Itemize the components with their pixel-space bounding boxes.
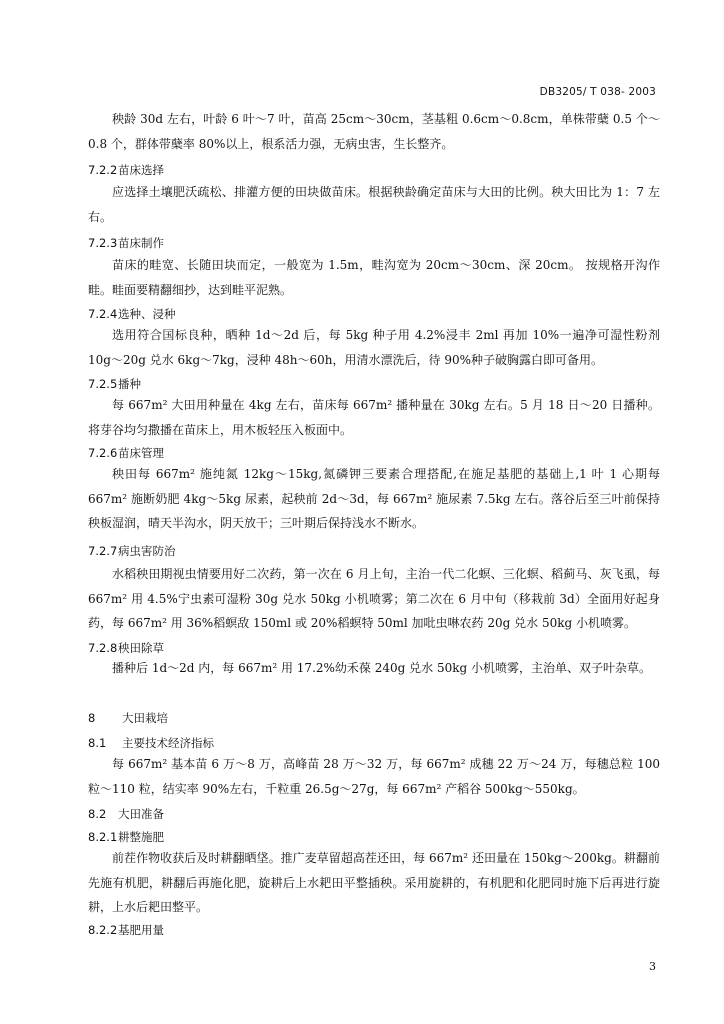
section-number: 8.2.2 [88,923,118,937]
chapter-heading-8 [88,710,660,726]
chapter-number: 8 [88,711,96,725]
document-code: DB3205/ T 038- 2003 [539,86,656,98]
section-title: 基肥用量 [118,923,164,937]
section-number: 8.1 [88,736,107,750]
section-text-7-2-6: 秧田每 667m² 施纯氮 12kg～15kg,氮磷钾三要素合理搭配,在施足基肥的基础上,1 叶 1 心期每 667m² 施断奶肥 4kg～5kg 尿素，起秧前 2d～3d，每 667m² 施尿素 7.5kg 左右。落谷后至三叶前保持秧板湿润，晴天半沟水，阴天放干；三叶期后保持浅水不断水。 [88,467,660,530]
section-title: 大田准备 [118,807,164,821]
section-text-7-2-5: 每 667m² 大田用种量在 4kg 左右，苗床每 667m² 播种量在 30kg 左右。5 月 18 日～20 日播种。将芽谷均匀撒播在苗床上，用木板轻压入板面中。 [88,398,660,437]
section-heading-8-2 [88,806,660,822]
section-number: 7.2.8 [88,641,118,655]
chapter-title: 大田栽培 [122,711,168,725]
section-title: 苗床选择 [118,163,164,177]
section-text-7-2-8: 播种后 1d～2d 内，每 667m² 用 17.2%幼禾葆 240g 兑水 50kg 小机喷雾，主治单、双子叶杂草。 [112,661,651,675]
section-title: 苗床管理 [118,446,164,460]
section-text-7-2-3: 苗床的畦宽、长随田块而定，一般宽为 1.5m，畦沟宽为 20cm～30cm、深 20cm。 按规格开沟作畦。畦面要精翻细抄，达到畦平泥熟。 [88,258,660,297]
section-heading-7-2-6 [88,445,660,461]
section-title: 播种 [118,377,141,391]
intro-paragraph: 秧龄 30d 左右，叶龄 6 叶～7 叶，苗高 25cm～30cm，茎基粗 0.6cm～0.8cm，单株带蘖 0.5 个～0.8 个，群体带蘖率 80%以上，根系活力强，无病虫害，生长整齐。 [88,112,660,151]
section-title: 主要技术经济指标 [122,736,214,750]
section-heading-8-2-2 [88,922,660,938]
section-heading-7-2-5 [88,376,660,392]
section-text-7-2-4: 选用符合国标良种，晒种 1d～2d 后，每 5kg 种子用 4.2%浸丰 2ml 再加 10%一遍净可湿性粉剂 10g～20g 兑水 6kg～7kg，浸种 48h～60h，用清水漂洗后，待 90%种子破胸露白即可备用。 [88,328,660,367]
section-title: 苗床制作 [118,236,164,250]
section-title: 耕整施肥 [118,830,164,844]
section-number: 7.2.4 [88,307,118,321]
section-text-8-2-1: 前茬作物收获后及时耕翻晒垡。推广麦草留超高茬还田，每 667m² 还田量在 150kg～200kg。耕翻前先施有机肥，耕翻后再施化肥，旋耕后上水耙田平整插秧。采用旋耕的，有机肥和化肥同时施下后再进行旋耕，上水后耙田整平。 [88,851,660,914]
section-heading-7-2-2 [88,162,660,178]
page-number: 3 [649,960,656,973]
section-title: 秧田除草 [118,641,164,655]
section-heading-8-1 [88,735,660,751]
section-number: 7.2.6 [88,446,118,460]
section-number: 7.2.7 [88,544,118,558]
section-text-8-1: 每 667m² 基本苗 6 万～8 万，高峰苗 28 万～32 万，每 667m² 成穗 22 万～24 万，每穗总粒 100 粒～110 粒，结实率 90%左右，千粒重 26.5g～27g，每 667m² 产稻谷 500kg～550kg。 [88,757,660,796]
section-number: 7.2.3 [88,236,118,250]
section-heading-7-2-3 [88,235,660,251]
section-heading-7-2-4 [88,306,660,322]
section-heading-7-2-7 [88,543,660,559]
section-heading-7-2-8 [88,640,660,656]
section-number: 8.2.1 [88,830,118,844]
section-title: 选种、浸种 [118,307,176,321]
section-text-7-2-2: 应选择土壤肥沃疏松、排灌方便的田块做苗床。根据秧龄确定苗床与大田的比例。秧大田比为 1：7 左右。 [88,185,660,224]
section-number: 7.2.5 [88,377,118,391]
section-number: 8.2 [88,807,107,821]
section-text-7-2-7: 水稻秧田期视虫情要用好二次药，第一次在 6 月上旬，主治一代二化螟、三化螟、稻蓟马、灰飞虱，每 667m² 用 4.5%宁虫素可湿粉 30g 兑水 50kg 小机喷雾；第二次在 6 月中旬（移栽前 3d）全面用好起身药，每 667m² 用 36%稻螟敌 150ml 或 20%稻螟特 50ml 加吡虫啉农药 20g 兑水 50kg 小机喷雾。 [88,567,660,630]
section-heading-8-2-1 [88,829,660,845]
section-number: 7.2.2 [88,163,118,177]
section-title: 病虫害防治 [118,544,176,558]
